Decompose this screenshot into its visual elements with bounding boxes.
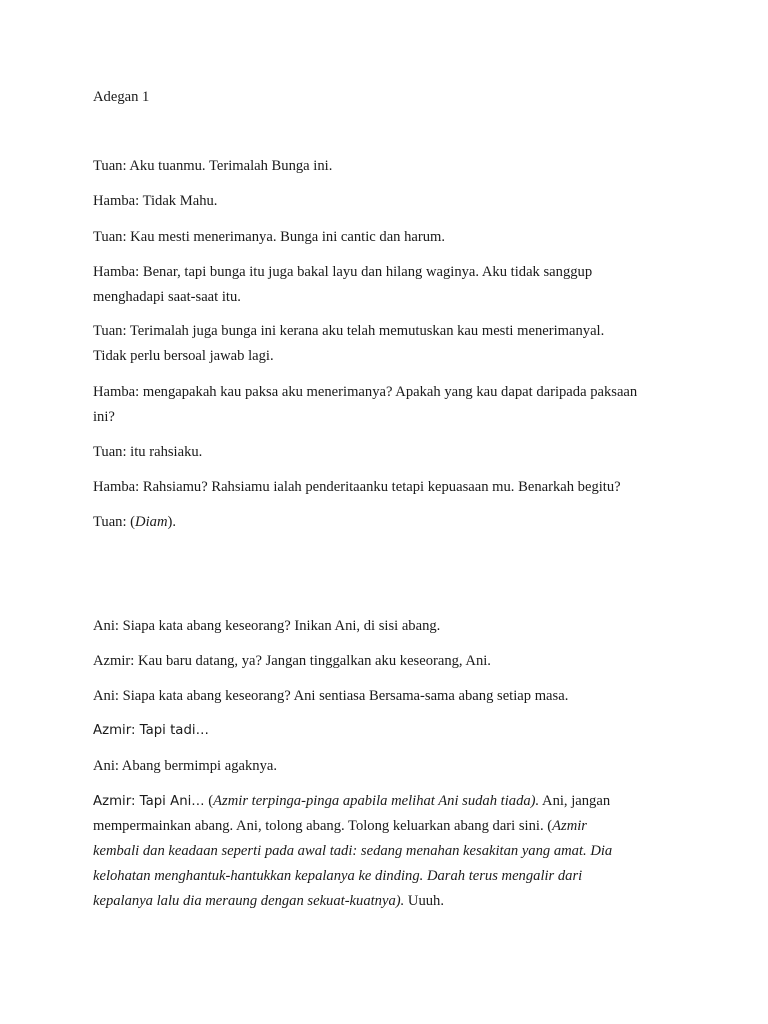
- closing-paren: ).: [167, 514, 176, 530]
- dialogue-line-continued: menghadapi saat-saat itu.: [93, 289, 241, 305]
- dialogue-line: Tuan: Aku tuanmu. Terimalah Bunga ini.: [93, 158, 333, 174]
- dialogue-line: Tuan: itu rahsiaku.: [93, 444, 203, 460]
- dialogue-line: Tuan: Terimalah juga bunga ini kerana aku telah memutuskan kau mesti menerimanyal.: [93, 323, 605, 339]
- dialogue-line-continued: ini?: [93, 409, 115, 425]
- paren-open: (: [204, 793, 214, 809]
- speaker-text: Azmir: Tapi Ani…: [93, 794, 205, 809]
- scene-heading: Adegan 1: [93, 89, 150, 105]
- dialogue-line-continued: Tidak perlu bersoal jawab lagi.: [93, 348, 274, 364]
- dialogue-line-continued: [93, 817, 587, 835]
- dialogue-line: Azmir: Kau baru datang, ya? Jangan tinggalkan aku keseorang, Ani.: [93, 653, 491, 669]
- dialogue-line-continued: [93, 892, 444, 910]
- dialogue-line: Hamba: Benar, tapi bunga itu juga bakal layu dan hilang waginya. Aku tidak sanggup: [93, 264, 593, 280]
- stage-direction: Azmir terpinga-pinga apabila melihat Ani sudah tiada).: [213, 793, 540, 809]
- dialogue-line: Ani: Abang bermimpi agaknya.: [93, 758, 278, 774]
- stage-direction: Azmir: [552, 818, 587, 834]
- dialogue-line: Hamba: Rahsiamu? Rahsiamu ialah penderitaanku tetapi kepuasaan mu. Benarkah begitu?: [93, 479, 621, 495]
- dialogue-line: [93, 513, 176, 531]
- dialogue-line: Ani: Siapa kata abang keseorang? Inikan Ani, di sisi abang.: [93, 618, 441, 634]
- speaker-prefix: Tuan: (: [93, 514, 136, 530]
- stage-direction-line: kembali dan keadaan seperti pada awal tadi: sedang menahan kesakitan yang amat. Dia: [93, 843, 613, 859]
- dialogue-line: Azmir: Tapi tadi…: [93, 723, 209, 738]
- dialogue-text: mempermainkan abang. Ani, tolong abang. Tolong keluarkan abang dari sini. (: [93, 818, 553, 834]
- dialogue-line: [93, 792, 610, 811]
- stage-direction-line: kelohatan menghantuk-hantukkan kepalanya ke dinding. Darah terus mengalir dari: [93, 868, 583, 884]
- dialogue-line: Hamba: Tidak Mahu.: [93, 193, 218, 209]
- dialogue-line: Ani: Siapa kata abang keseorang? Ani sentiasa Bersama-sama abang setiap masa.: [93, 688, 569, 704]
- dialogue-text: Ani, jangan: [539, 793, 611, 809]
- stage-direction: Diam: [135, 514, 168, 530]
- dialogue-line: Hamba: mengapakah kau paksa aku menerimanya? Apakah yang kau dapat daripada paksaan: [93, 384, 638, 400]
- dialogue-text: Uuuh.: [404, 893, 444, 909]
- stage-direction: kepalanya lalu dia meraung dengan sekuat-kuatnya).: [93, 893, 405, 909]
- dialogue-line: Tuan: Kau mesti menerimanya. Bunga ini cantic dan harum.: [93, 229, 446, 245]
